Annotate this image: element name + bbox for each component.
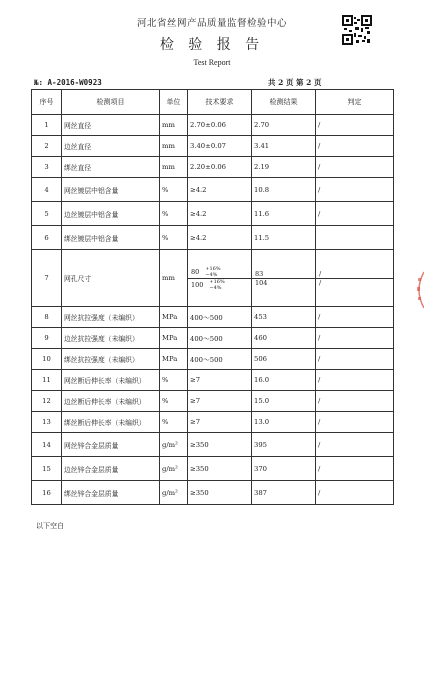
row-no: 6	[32, 226, 62, 250]
row-item: 边丝直径	[62, 136, 160, 157]
results-table	[31, 89, 394, 505]
report-title: 检 验 报 告	[159, 37, 265, 53]
row-requirement: 2.20±0.06	[188, 157, 252, 178]
row-no: 3	[32, 157, 62, 178]
row-no: 5	[32, 202, 62, 226]
row-judgement: /	[316, 391, 394, 412]
row-judgement: /	[316, 328, 394, 349]
table-row	[32, 328, 394, 349]
table-row	[32, 226, 394, 250]
row-result: 395	[252, 433, 316, 457]
row-unit: %	[160, 178, 188, 202]
row-no: 1	[32, 115, 62, 136]
row-requirement: 400～500	[188, 349, 252, 370]
row-result: 370	[252, 457, 316, 481]
row-requirement: ≥4.2	[188, 202, 252, 226]
row-requirement: ≥350	[188, 433, 252, 457]
row-result: 11.6	[252, 202, 316, 226]
table-row	[32, 178, 394, 202]
row-no: 11	[32, 370, 62, 391]
row-unit: %	[160, 202, 188, 226]
row-no: 13	[32, 412, 62, 433]
row-unit: %	[160, 226, 188, 250]
row-judgement: /	[316, 433, 394, 457]
row-result: 16.0	[252, 370, 316, 391]
row-requirement: ≥350	[188, 481, 252, 505]
col-header-unit: 单位	[160, 90, 188, 115]
row-item: 边丝抗拉强度（未编织）	[62, 328, 160, 349]
row-no: 15	[32, 457, 62, 481]
row-requirement: ≥7	[188, 370, 252, 391]
row-unit: mm	[160, 136, 188, 157]
tolerance-minus: −4%	[209, 284, 222, 291]
row-judgement: /	[316, 412, 394, 433]
table-row	[32, 202, 394, 226]
row-requirement: ≥4.2	[188, 178, 252, 202]
tolerance	[209, 279, 224, 291]
table-row	[32, 481, 394, 505]
col-header-result: 检测结果	[252, 90, 316, 115]
row-no: 9	[32, 328, 62, 349]
row-no: 8	[32, 307, 62, 328]
row-result: 10.8	[252, 178, 316, 202]
table-row	[32, 307, 394, 328]
row-judgement: /	[316, 178, 394, 202]
row-no: 10	[32, 349, 62, 370]
sub-requirement	[188, 278, 251, 291]
row-result: 3.41	[252, 136, 316, 157]
row-item: 边丝镀层中铝含量	[62, 202, 160, 226]
row-requirement: 400～500	[188, 328, 252, 349]
page-indicator: 共 2 页 第 2 页	[268, 78, 322, 87]
col-header-no: 序号	[32, 90, 62, 115]
report-number: №: A-2016-W0923	[34, 78, 102, 87]
row-judgement	[316, 226, 394, 250]
row-unit: g/m²	[160, 457, 188, 481]
row-unit: %	[160, 412, 188, 433]
table-row	[32, 136, 394, 157]
row-item: 绑丝直径	[62, 157, 160, 178]
col-header-item: 检测项目	[62, 90, 160, 115]
row-judgement: /	[316, 481, 394, 505]
row-unit: mm	[160, 115, 188, 136]
row-judgement-split	[316, 250, 394, 307]
row-requirement: ≥7	[188, 391, 252, 412]
row-unit: MPa	[160, 349, 188, 370]
row-item: 网丝镀层中铝含量	[62, 178, 160, 202]
nominal-size: 80	[191, 267, 200, 276]
sub-judgement: /	[316, 278, 393, 287]
sub-result: 104	[252, 278, 315, 287]
row-result: 387	[252, 481, 316, 505]
blank-margin	[0, 592, 424, 700]
row-judgement: /	[316, 307, 394, 328]
row-item: 绑丝锌合金层质量	[62, 481, 160, 505]
sub-requirement	[188, 266, 251, 278]
row-unit: mm	[160, 250, 188, 307]
issuing-organization: 河北省丝网产品质量监督检验中心	[136, 18, 287, 29]
tolerance-plus: +16%	[209, 278, 225, 285]
row-unit: g/m²	[160, 481, 188, 505]
row-unit: MPa	[160, 328, 188, 349]
row-result: 2.19	[252, 157, 316, 178]
row-judgement: /	[316, 349, 394, 370]
row-no: 7	[32, 250, 62, 307]
row-result: 2.70	[252, 115, 316, 136]
row-judgement: /	[316, 115, 394, 136]
row-no: 4	[32, 178, 62, 202]
row-no: 16	[32, 481, 62, 505]
table-row-mesh-size	[32, 250, 394, 307]
col-header-requirement: 技术要求	[188, 90, 252, 115]
table-row	[32, 391, 394, 412]
row-judgement: /	[316, 202, 394, 226]
table-row	[32, 433, 394, 457]
row-no: 2	[32, 136, 62, 157]
row-requirement: ≥350	[188, 457, 252, 481]
row-result: 13.0	[252, 412, 316, 433]
row-unit: g/m²	[160, 433, 188, 457]
row-item: 网孔尺寸	[62, 250, 160, 307]
row-unit: mm	[160, 157, 188, 178]
row-requirement-split	[188, 250, 252, 307]
tolerance-plus: +16%	[205, 265, 221, 272]
row-result-split	[252, 250, 316, 307]
qr-code-icon	[342, 15, 372, 45]
end-note: 以下空白	[36, 522, 64, 530]
table-row	[32, 412, 394, 433]
row-item: 绑丝断后伸长率（未编织）	[62, 412, 160, 433]
sub-judgement: /	[319, 269, 322, 278]
table-header-row	[32, 90, 394, 115]
row-item: 网丝直径	[62, 115, 160, 136]
row-result: 506	[252, 349, 316, 370]
row-item: 绑丝抗拉强度（未编织）	[62, 349, 160, 370]
row-unit: MPa	[160, 307, 188, 328]
row-judgement: /	[316, 370, 394, 391]
report-subtitle: Test Report	[193, 58, 231, 67]
row-no: 12	[32, 391, 62, 412]
row-judgement: /	[316, 157, 394, 178]
row-unit: %	[160, 391, 188, 412]
nominal-size: 100	[191, 280, 204, 289]
row-no: 14	[32, 433, 62, 457]
col-header-judgement: 判定	[316, 90, 394, 115]
row-requirement: 400～500	[188, 307, 252, 328]
row-requirement: ≥4.2	[188, 226, 252, 250]
tolerance	[205, 266, 220, 278]
row-unit: %	[160, 370, 188, 391]
row-judgement: /	[316, 457, 394, 481]
red-seal-edge	[410, 270, 424, 310]
row-judgement: /	[316, 136, 394, 157]
row-item: 网丝锌合金层质量	[62, 433, 160, 457]
tolerance-minus: −4%	[205, 271, 218, 278]
row-item: 绑丝镀层中铝含量	[62, 226, 160, 250]
row-result: 11.5	[252, 226, 316, 250]
row-requirement: 2.70±0.06	[188, 115, 252, 136]
table-row	[32, 457, 394, 481]
row-result: 453	[252, 307, 316, 328]
row-requirement: ≥7	[188, 412, 252, 433]
table-row	[32, 349, 394, 370]
row-result: 15.0	[252, 391, 316, 412]
row-requirement: 3.40±0.07	[188, 136, 252, 157]
row-item: 边丝断后伸长率（未编织）	[62, 391, 160, 412]
sub-result: 83	[255, 269, 264, 278]
row-item: 网丝抗拉强度（未编织）	[62, 307, 160, 328]
table-row	[32, 115, 394, 136]
row-result: 460	[252, 328, 316, 349]
table-row	[32, 157, 394, 178]
table-row	[32, 370, 394, 391]
row-item: 网丝断后伸长率（未编织）	[62, 370, 160, 391]
row-item: 边丝锌合金层质量	[62, 457, 160, 481]
